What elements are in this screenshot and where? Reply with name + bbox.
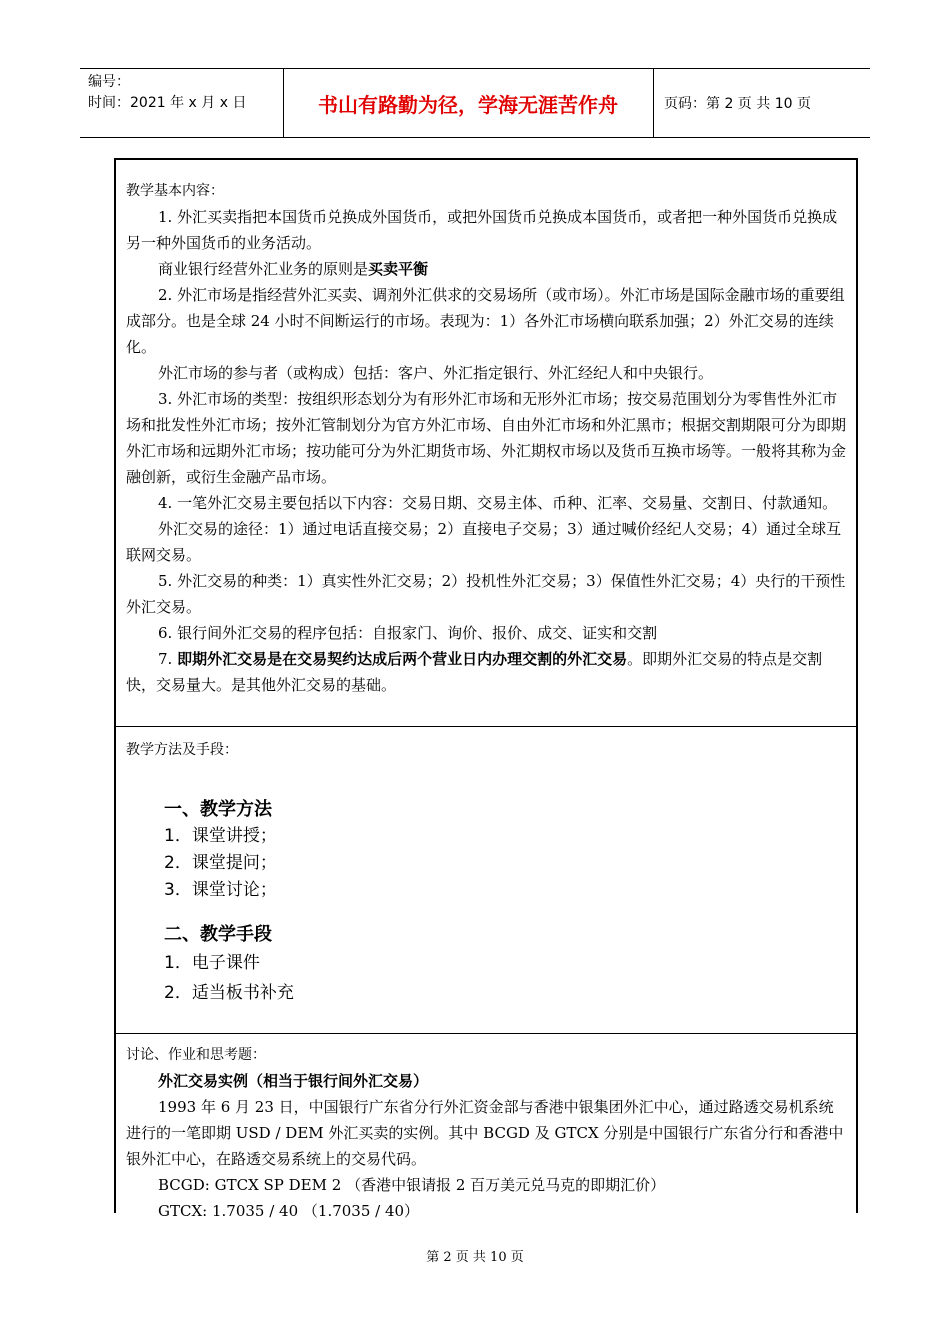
paragraph: 5. 外汇交易的种类：1）真实性外汇交易；2）投机性外汇交易；3）保值性外汇交易；4）央行的干预性外汇交易。 [126, 572, 846, 616]
header-meta [88, 72, 246, 114]
list-item: 1．电子课件 [164, 953, 260, 973]
page-header [80, 68, 870, 138]
paragraph: 3. 外汇市场的类型：按组织形态划分为有形外汇市场和无形外汇市场；按交易范围划分为零售性外汇市场和批发性外汇市场；按外汇管制划分为官方外汇市场、自由外汇市场和外汇黑市；根据交割期限可分为即期外汇市场和远期外汇市场；按功能可分为外汇期货市场、外汇期权市场以及货币互换市场等。一般将其称为金融创新，或衍生金融产品市场。 [126, 390, 847, 486]
heading-means: 二、教学手段 [164, 924, 272, 945]
paragraph: 7. 即期外汇交易是在交易契约达成后两个营业日内办理交割的外汇交易。即期外汇交易的特点是交割快，交易量大。是其他外汇交易的基础。 [126, 650, 823, 694]
list-item: 3．课堂讨论； [164, 880, 277, 900]
doc-time-label: 时间：2021 年 x 月 x 日 [88, 95, 247, 111]
paragraph: 1. 外汇买卖指把本国货币兑换成外国货币，或把外国货币兑换成本国货币，或者把一种外国货币兑换成另一种外国货币的业务活动。 [126, 208, 838, 252]
paragraph: 6. 银行间外汇交易的程序包括：自报家门、询价、报价、成交、证实和交割 [158, 624, 658, 642]
code-line: BCGD: GTCX SP DEM 2 （香港中银请报 2 百万美元兑马克的即期汇价） [158, 1176, 666, 1194]
doc-number-label: 编号： [88, 74, 130, 90]
code-line: GTCX: 1.7035 / 40 （1.7035 / 40） [158, 1202, 420, 1220]
lesson-table [114, 158, 858, 1220]
header-page-number: 页码：第 2 页 共 10 页 [664, 96, 811, 112]
paragraph: 外汇交易的途径：1）通过电话直接交易；2）直接电子交易；3）通过喊价经纪人交易；4）通过全球互联网交易。 [126, 520, 842, 564]
basic-content-section [116, 160, 856, 727]
paragraph: 商业银行经营外汇业务的原则是买卖平衡 [158, 260, 429, 278]
paragraph: 2. 外汇市场是指经营外汇买卖、调剂外汇供求的交易场所（或市场）。外汇市场是国际金融市场的重要组成部分。也是全球 24 小时不间断运行的市场。表现为：1）各外汇市场横向联系加强；2）外汇交易的连续化。 [126, 286, 845, 356]
header-motto: 书山有路勤为径，学海无涯苦作舟 [318, 92, 618, 117]
heading-methods: 一、教学方法 [164, 799, 272, 820]
section-title: 教学方法及手段： [126, 742, 238, 758]
teaching-methods-section [116, 727, 856, 1034]
paragraph: 外汇市场的参与者（或构成）包括：客户、外汇指定银行、外汇经纪人和中央银行。 [158, 364, 714, 382]
section-title: 讨论、作业和思考题： [126, 1047, 266, 1063]
section-title: 教学基本内容： [126, 183, 224, 199]
list-item: 2．课堂提问； [164, 853, 277, 873]
example-title: 外汇交易实例（相当于银行间外汇交易） [158, 1072, 429, 1090]
list-item: 2．适当板书补充 [164, 983, 294, 1003]
page-footer: 第 2 页 共 10 页 [426, 1250, 524, 1265]
header-divider [653, 69, 654, 137]
discussion-section [116, 1034, 856, 1220]
list-item: 1．课堂讲授； [164, 826, 277, 846]
paragraph: 1993 年 6 月 23 日，中国银行广东省分行外汇资金部与香港中银集团外汇中心，通过路透交易机系统进行的一笔即期 USD / DEM 外汇买卖的实例。其中 BCGD 及 GTCX 分别是中国银行广东省分行和香港中银外汇中心，在路透交易系统上的交易代码。 [126, 1098, 844, 1168]
paragraph: 4. 一笔外汇交易主要包括以下内容：交易日期、交易主体、币种、汇率、交易量、交割日、付款通知。 [158, 494, 838, 512]
